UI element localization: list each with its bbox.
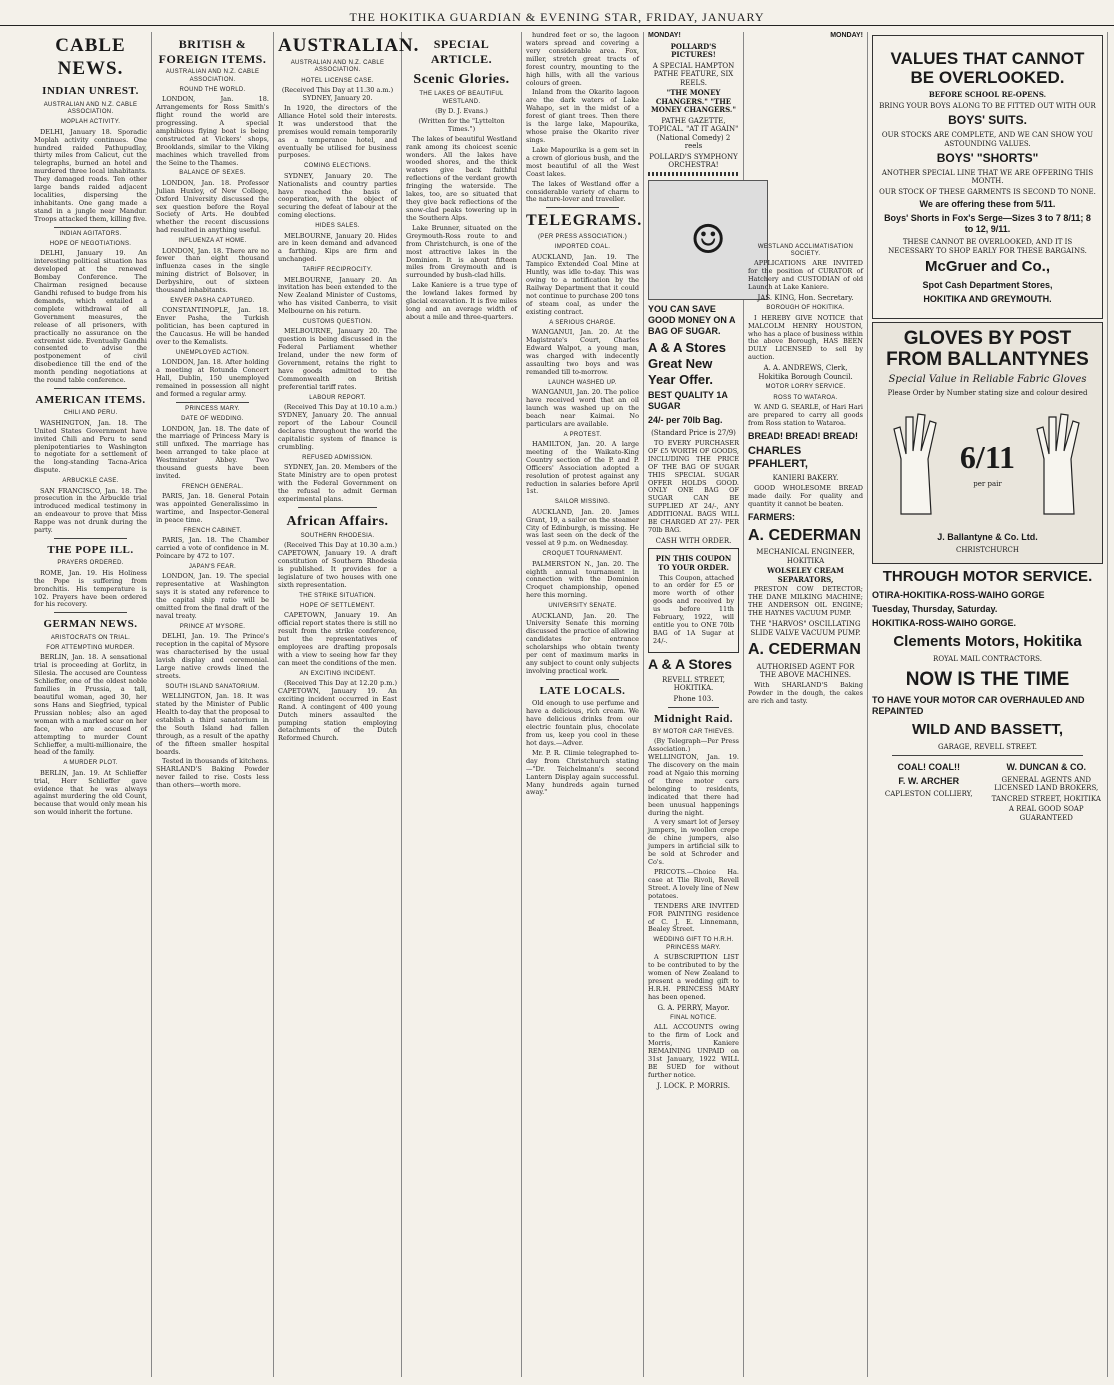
gloves-price: 6/11 <box>959 439 1016 476</box>
arbuckle-text: SAN FRANCISCO, Jan. 18. The prosecution in the Arbuckle trial introduced medical testimony in an endeavour to prove that Miss Rappe was not drunk during the party. <box>34 486 147 535</box>
column-ads-3 <box>868 32 1108 1377</box>
offer-text: TO EVERY PURCHASER OF £5 WORTH OF GOODS, INCLUDING THE PRICE OF THE BAG OF SUGAR THIS SPECIAL SUGAR OFFER HOLDS GOOD. ONLY ONE BAG OF SUGAR CAN BE SUPPLIED AT 24/-, ANY ADDITIONAL BAGS WILL BE CHARGED AT 27/- PER 70lb BAG. <box>648 438 739 535</box>
attempting-heading: FOR ATTEMPTING MURDER. <box>46 645 135 652</box>
plot-text: BERLIN, Jan. 19. At Schlieffer trial, Herr Schlieffer gave evidence that he was always against murdering the old Count, because that would only mean his son would inherit the fortune. <box>34 768 147 817</box>
french-heading: FRENCH GENERAL. <box>181 484 244 491</box>
round-heading: ROUND THE WORLD. <box>179 86 246 93</box>
hokross-line: HOKITIKA-ROSS-WAIHO GORGE. <box>872 617 1016 628</box>
garage-line: GARAGE, REVELL STREET. <box>937 743 1037 752</box>
croquet-text: PALMERSTON N., Jan. 20. The eighth annual tournament in connection with the Dominion Croquet championship, opened here this morning. <box>526 559 639 600</box>
sailor-heading: SAILOR MISSING. <box>554 499 611 506</box>
university-text: AUCKLAND, Jan. 20. The University Senate this morning discussed the practice of allowing candidates for entrance scholarships who obtain twenty per cent of maximum marks in any subject to count only subjects involving practical work. <box>526 611 639 676</box>
overhauled-line: TO HAVE YOUR MOTOR CAR OVERHAULED AND REPAINTED <box>872 694 1085 716</box>
refused-text: SYDNEY, Jan. 20. Members of the State Ministry are to open protest with the Federal Government on the refusal to admit German experimental plans. <box>278 463 397 503</box>
launch-heading: LAUNCH WASHED UP. <box>548 379 617 386</box>
assoc-line: AUSTRALIAN AND N.Z. CABLE ASSOCIATION. <box>165 69 260 83</box>
mcgruer-ad <box>872 35 1103 319</box>
sanatorium-text: WELLINGTON, Jan. 18. It was stated by the Minister of Public Health to-day that the proposal to establish a third sanatorium in the South Island had fallen through, as a result of the apathy of the fifteen smaller hospital boards. <box>156 692 269 756</box>
thieves-heading: BY MOTOR CAR THIEVES. <box>652 728 735 735</box>
divider <box>546 679 619 680</box>
archer-name: F. W. ARCHER <box>898 775 960 786</box>
ballantyne-name: J. Ballantyne & Co. Ltd. <box>937 532 1038 543</box>
save-money: YOU CAN SAVE GOOD MONEY ON A BAG OF SUGAR. <box>648 303 736 336</box>
university-heading: UNIVERSITY SENATE. <box>548 603 617 610</box>
american-heading: AMERICAN ITEMS. <box>35 394 146 407</box>
sizes-line: Boys' Shorts in Fox's Serge—Sizes 3 to 7 8/11; 8 to 12, 9/11. <box>884 213 1091 235</box>
coming-heading: COMING ELECTIONS. <box>303 163 372 170</box>
scenic-text-2: Lake Brunner, situated on the Greymouth-Ross route to and from Christchurch, is one of the most attractive lakes in the Dominion. It is about fifteen miles from Greymouth and is surrounded by bush-clad hills. <box>406 223 517 280</box>
strike-text: CAPETOWN, January 19. An official report states there is still no result from the strike conference, but the representatives of employees are drafting proposals with a view to seeing how far they can meet the conditions of the men. <box>278 611 397 667</box>
late-text: Old enough to use perfume and have a delicious, rich cream. We have delicious drinks from our electric fountain plus, chocolate from us, keep you cool in these hot days.—Adver. <box>526 699 639 747</box>
gloves-sub: Special Value in Reliable Fabric Gloves <box>888 373 1087 385</box>
column-ads-2 <box>744 32 868 1377</box>
sailor-text: AUCKLAND, Jan. 20. James Grant, 19, a sailor on the steamer City of Edinburgh, is missing. He was last seen on the deck of the vessel at 9 p.m. on Wednesday. <box>526 507 639 548</box>
pollard-line-4: POLLARD'S SYMPHONY ORCHESTRA! <box>649 152 738 170</box>
stores-address: REVELL STREET, HOKITIKA. <box>662 675 725 693</box>
wild-bassett: WILD AND BASSETT, <box>911 720 1064 738</box>
days-line: Tuesday, Thursday, Saturday. <box>872 604 998 615</box>
products-text: PRESTON COW DETECTOR; THE DANE MILKING MACHINE; THE ANDERSON OIL ENGINE; THE HAYNES VACUUM PUMP. <box>748 585 863 618</box>
column-british-foreign <box>152 32 274 1377</box>
refused-heading: REFUSED ADMISSION. <box>302 454 373 461</box>
divider <box>54 538 127 539</box>
scenic-cont-3: Lake Mapourika is a gem set in a crown of glorious bush, and the most beautiful of all the West Coast lakes. <box>526 145 639 178</box>
african-heading: African Affairs. <box>286 513 389 529</box>
cable-news-heading: CABLE NEWS. <box>55 35 126 80</box>
column-ads-1 <box>644 32 744 1377</box>
duncan-name: W. DUNCAN & CO. <box>1006 761 1086 772</box>
wedding-text: LONDON, Jan. 18. The date of the marriage of Princess Mary is still unfixed. The marriage has been arranged to take place at Westminster Abbey. Two thousand guests have been invited. <box>156 424 269 481</box>
wataroa-heading: ROSS TO WATAROA. <box>773 394 838 401</box>
tancred: TANCRED STREET, HOKITIKA <box>991 794 1101 803</box>
gloves-price-block <box>960 438 1015 490</box>
spacer <box>748 41 863 241</box>
gloves-heading: GLOVES BY POST FROM BALLANTYNES <box>886 327 1089 370</box>
monday-left: MONDAY! <box>648 32 681 39</box>
divider <box>892 755 1083 756</box>
scenic-text-3: Lake Kaniere is a true type of the lowland lakes formed by glacial excavation. It is five miles long and an average width of about a mile and three-quarters. <box>406 281 517 321</box>
bread-heading: BREAD! BREAD! BREAD! <box>748 430 858 441</box>
assoc-line: AUSTRALIAN AND N.Z. CABLE ASSOCIATION. <box>43 101 138 116</box>
acclim-heading: WESTLAND ACCLIMATISATION SOCIETY. <box>757 243 854 257</box>
bakery-text: GOOD WHOLESOME BREAD made daily. For quality and quantity it cannot be beaten. <box>748 483 863 508</box>
influenza-text: LONDON, Jan. 18. There are no fewer than eight thousand influenza cases in the single mining district of Bolsover, in Derbyshire, out of sixteen thousand inhabitants. <box>156 246 269 295</box>
gloves-order: Please Order by Number stating size and colour desired <box>887 388 1088 397</box>
divider <box>54 388 127 389</box>
pfahlert-name: CHARLES PFAHLERT, <box>748 444 808 471</box>
enver-heading: ENVER PASHA CAPTURED. <box>170 298 255 305</box>
sanatorium-heading: SOUTH ISLAND SANATORIUM. <box>165 683 260 690</box>
coal-heading: COAL! COAL!! <box>897 761 960 772</box>
scenic-cont-2: Inland from the Okarito lagoon are the dark waters of Lake Wahapo, set in the midst of a forest of giant trees. Then there is the large lake, Mapourika, whose praise the Okarito river sings. <box>526 88 639 144</box>
protest-text: HAMILTON, Jan. 20. A large meeting of the Waikato-King Country section of the P. and P. Officers' Association adopted a resolution of protest against any reduction in salaries before April 1st. <box>526 439 639 496</box>
divider <box>546 207 619 208</box>
coupon <box>648 548 739 652</box>
rhodesia-text: (Received This Day at 10.30 a.m.) CAPETOWN, January 19. A draft constitution of Southern Rhodesia is published. It provides for a legislature of two houses with one sixth representation. <box>278 541 397 589</box>
telegrams-heading: TELEGRAMS. <box>526 212 643 230</box>
coupon-heading: PIN THIS COUPON TO YOUR ORDER. <box>655 554 732 573</box>
written-for: (Written for the "Lyttelton Times.") <box>418 116 505 133</box>
agitators-text: DELHI, January 19. An interesting political situation has developed at the renewed Bombay Conference. The Chairman resigned because Gandhi refused to budge from his demands, which entailed a complete withdrawal of all Government measures, the release of all prisoners, with practically no assurance on the extremist side. Eventually Gandhi consented to advise the postponement of civil disobedience till the end of the month pending negotiations at the round table conference. <box>34 249 147 385</box>
cannot-line: THESE CANNOT BE OVERLOOKED, AND IT IS NECESSARY TO SHOP EARLY FOR THESE BARGAINS. <box>888 238 1087 255</box>
pollard-line-2: "THE MONEY CHANGERS." "THE MONEY CHANGERS." <box>650 88 737 115</box>
cash-with-order: CASH WITH ORDER. <box>655 536 732 545</box>
customs-text: MELBOURNE, January 20. The question is being discussed in the Federal Parliament whether Ireland, under the new form of Government, retains the right to have goods admitted to the Commonwealth on British preferential tariff rates. <box>278 327 397 391</box>
column-telegrams <box>522 32 644 1377</box>
offering-line: We are offering these from 5/11. <box>919 199 1056 210</box>
coal-row <box>872 759 1103 825</box>
acclim-text: APPLICATIONS ARE INVITED for the position of CURATOR of Hatchery and CUSTODIAN of old Launch at Lake Kaniere. <box>748 259 863 291</box>
coming-text: SYDNEY, January 20. The Nationalists and country parties have reached the basis of cooperation, with the object of securing the defeat of labour at the coming elections. <box>278 171 397 220</box>
special-heading: SPECIAL ARTICLE. <box>430 37 493 66</box>
settlement-heading: HOPE OF SETTLEMENT. <box>299 602 376 609</box>
towns-line: HOKITIKA AND GREYMOUTH. <box>923 293 1052 304</box>
serious-text: WANGANUI, Jan. 20. At the Magistrate's Court, Charles Edward Walpot, a young man, was charged with indecently assaulting two boys and was remanded till to-morrow. <box>526 328 639 376</box>
imported-heading: IMPORTED COAL. <box>554 244 611 251</box>
unemployed-text: LONDON, Jan. 18. After holding a meeting at Rotunda Concert Hall, Dublin, 150 unemployed remained in possession all night and formed a regular army. <box>156 358 269 399</box>
boys-shorts: BOYS' "SHORTS" <box>936 151 1039 166</box>
gift-sign: G. A. PERRY, Mayor. <box>657 1003 730 1012</box>
german-heading: GERMAN NEWS. <box>43 618 138 631</box>
glove-icon <box>1029 409 1089 519</box>
princess-heading: PRINCESS MARY. <box>185 405 240 412</box>
enver-text: CONSTANTINOPLE, Jan. 18. Enver Pasha, the Turkish politician, has been captured in the Caucasus. He will be handed over to the Kemalists. <box>156 306 269 347</box>
values-heading: VALUES THAT CANNOT BE OVERLOOKED. <box>890 49 1085 87</box>
cartoon-man-image: ☺ <box>648 180 768 300</box>
duncan-ad <box>990 759 1104 825</box>
sugar-title: BEST QUALITY 1A SUGAR <box>648 390 728 412</box>
hope-heading: HOPE OF NEGOTIATIONS. <box>49 241 132 248</box>
tariff-heading: TARIFF RECIPROCITY. <box>302 267 373 274</box>
japan-heading: JAPAN'S FEAR. <box>188 564 237 571</box>
pollard-title: POLLARD'S PICTURES! <box>670 41 717 60</box>
midnight-heading: Midnight Raid. <box>653 712 734 725</box>
final-sign: J. LOCK. P. MORRIS. <box>657 1081 730 1090</box>
mysore-text: DELHI, Jan. 19. The Prince's reception in the capital of Mysore was characterised by the usual lavish display and ceremonial. Large native crowds lined the streets. <box>156 632 269 680</box>
second-to-none: OUR STOCK OF THESE GARMENTS IS SECOND TO NONE. <box>879 187 1096 196</box>
now-heading: NOW IS THE TIME <box>905 668 1070 690</box>
clements-name: Clements Motors, Hokitika <box>893 632 1082 650</box>
rhodesia-heading: SOUTHERN RHODESIA. <box>300 532 375 539</box>
scenic-subtitle: THE LAKES OF BEAUTIFUL WESTLAND. <box>419 91 504 105</box>
glove-icon <box>886 409 946 519</box>
scenic-cont-1: hundred feet or so, the lagoon waters spread and covering a very considerable area. Fox, miller, stretch great tracts of forest country, mounting to the high hills, with all the various colours of green. <box>526 31 639 87</box>
masthead: THE HOKITIKA GUARDIAN & EVENING STAR, FRIDAY, JANUARY <box>0 0 1114 26</box>
late-text-2: Mr. P. R. Climie telegraphed to-day from Christchurch stating—"Dr. Teichelmann's second Lantern Display again successful. Many hundreds again turned away." <box>526 748 639 797</box>
mysore-heading: PRINCE AT MYSORE. <box>179 623 246 630</box>
gift-text: A SUBSCRIPTION LIST to be contributed to by the women of New Zealand to present a wedding gift to H.R.H. PRINCESS MARY has been opened. <box>648 952 739 1001</box>
agitators-heading: INDIAN AGITATORS. <box>59 230 122 237</box>
round-text: LONDON, Jan. 18. Arrangements for Ross Smith's flight round the world are progressing. A special amphibious flying boat is being constructed at Vickers' shops, Brooklands, similar to the Viking machines which travelled from the Seine to the Thames. <box>156 95 269 167</box>
pollard-line-1: A SPECIAL HAMPTON PATHE FEATURE, SIX REELS. <box>652 61 735 87</box>
cabinet-heading: FRENCH CABINET. <box>183 528 242 535</box>
acclim-sign: JAS. KING, Hon. Secretary. <box>757 293 854 302</box>
mcgruer-name: McGruer and Co., <box>924 258 1051 276</box>
croquet-heading: CROQUET TOURNAMENT. <box>542 551 623 558</box>
incident-heading: AN EXCITING INCIDENT. <box>299 670 376 677</box>
gloves-illustration <box>879 399 1096 529</box>
divider <box>668 707 719 708</box>
pope-text: ROME, Jan. 19. His Holiness the Pope is suffering from bronchitis. His temperature is 102. Prayers have been ordered for his recovery. <box>34 568 147 609</box>
hides-heading: HIDES SALES. <box>315 223 360 230</box>
divider <box>54 227 127 228</box>
stores-name: A & A Stores <box>648 655 733 672</box>
chili-heading: CHILI AND PERU. <box>63 410 118 417</box>
bakery-name: KANIERI BAKERY. <box>772 474 839 483</box>
column-special-article <box>402 32 522 1377</box>
cederman-sub: MECHANICAL ENGINEER, HOKITIKA <box>756 548 855 565</box>
boys-suits: BOYS' SUITS. <box>948 113 1027 128</box>
strike-heading: THE STRIKE SITUATION. <box>299 592 376 599</box>
arbuckle-heading: ARBUCKLE CASE. <box>62 478 119 485</box>
tenders-text: TENDERS ARE INVITED FOR PAINTING residence of C. J. E. Linnemann, Bealey Street. <box>648 901 739 934</box>
press-assoc: (PER PRESS ASSOCIATION.) <box>537 233 628 240</box>
sharland-ad: With SHARLAND'S Baking Powder in the dough, the cakes are rich and tasty. <box>748 680 863 705</box>
protest-heading: A PROTEST. <box>563 431 602 438</box>
wolseley-line: WOLSELEY CREAM SEPARATORS, <box>767 566 844 584</box>
final-heading: FINAL NOTICE. <box>670 1015 717 1022</box>
guarantee: A REAL GOOD SOAP GUARANTEED <box>1008 805 1084 822</box>
gift-heading: WEDDING GIFT TO H.R.H. PRINCESS MARY. <box>653 937 734 951</box>
wool-text: A very smart lot of Jersey jumpers, in woollen crepe de chine jumpers, also jumpers in artificial silk to be sold at Schroder and Co's. <box>648 818 739 867</box>
aristocrats-heading: ARISTOCRATS ON TRIAL. <box>50 634 131 641</box>
influenza-heading: INFLUENZA AT HOME. <box>178 238 247 245</box>
incident-text: (Received This Day at 12.20 p.m.) CAPETOWN, January 19. An exciting incident occurred in East Rand. A contingent of 400 young Dutch miners assaulted the pumping station employing detachments of the Dutch Reformed Church. <box>278 678 397 743</box>
capleston: CAPLESTON COLLIERY, <box>884 789 973 798</box>
archer-ad <box>872 759 986 825</box>
dept-line: Spot Cash Department Stores, <box>922 279 1053 290</box>
hotel-heading: HOTEL LICENSE CASE. <box>301 77 374 84</box>
british-heading: BRITISH & FOREIGN ITEMS. <box>158 37 267 66</box>
customs-heading: CUSTOMS QUESTION. <box>302 319 373 326</box>
sugar-price: 24/- per 70lb Bag. <box>648 415 723 426</box>
byline: (By D. J. Evans.) <box>435 106 488 115</box>
column-australian <box>274 32 420 1377</box>
standard-price: (Standard Price is 27/9) <box>651 429 736 438</box>
pricots-text: PRICOTS.—Choice Ha. case at Tlie Rivoli, Revell Street. A lovely line of New potatoes. <box>648 867 739 900</box>
through-motor-heading: THROUGH MOTOR SERVICE. <box>882 567 1093 585</box>
special-line: ANOTHER SPECIAL LINE THAT WE ARE OFFERING THIS MONTH. <box>881 168 1094 186</box>
moplah-heading: MOPLAH ACTIVITY. <box>60 119 121 126</box>
cederman-sub-2: AUTHORISED AGENT FOR THE ABOVE MACHINES. <box>756 662 855 680</box>
monday-right: MONDAY! <box>830 32 863 39</box>
final-text: ALL ACCOUNTS owing to the firm of Lock and Morris, Kaniere REMAINING UNPAID on 31st January, 1922 WILL BE SUED for without further notice. <box>648 1023 739 1079</box>
scenic-cont-4: The lakes of Westland offer a considerable variety of charm to the nature-lover and traveller. <box>526 179 639 204</box>
hotel-dateline: (Received This Day at 11.30 a.m.) SYDNEY, January 20. <box>281 86 394 103</box>
stores-offer: A & A Stores Great New Year Offer. <box>648 339 727 387</box>
stores-phone: Phone 103. <box>673 694 714 703</box>
hotel-text: In 1920, the directors of the Alliance Hotel sold their interests. It was understood that the premises would remain temporarily as a temperance hotel, and eventually be utilised for business purposes. <box>278 103 397 160</box>
pope-heading: THE POPE ILL. <box>47 544 134 557</box>
late-locals-heading: LATE LOCALS. <box>539 684 626 697</box>
borough-text: I HEREBY GIVE NOTICE that MALCOLM HENRY HOUSTON, who has a place of business within the above Borough, HAS BEEN DULY LICENSED to sell by auction. <box>748 313 863 362</box>
duncan-sub: GENERAL AGENTS AND LICENSED LAND BROKERS, <box>994 775 1099 793</box>
japan-text: LONDON, Jan. 19. The special representative at Washington says it is stated any reference to the capital ship ratio will be omitted from the final draft of the naval treaty. <box>156 572 269 621</box>
thieves-text: (By Telegraph—Per Press Association.) WELLINGTON, Jan. 19. The discovery on the main road at Ngaio this morning of three motor cars belonging to residents, indicated that there had been unusual happenings during the night. <box>648 737 739 817</box>
chili-text: WASHINGTON, Jan. 18. The United States Government have invited Chili and Peru to send plenipotentiaries to Washington to negotiate for a settlement of the long-standing Tacna-Arica dispute. <box>34 418 147 475</box>
cederman-name: A. CEDERMAN <box>748 526 861 544</box>
coupon-text: This Coupon, attached to an order for £5 or more worth of other goods and received by us before 11th February, 1922, will entitle you to ONE 70lb BAG of 1A Sugar at 24/-. <box>653 573 734 645</box>
sharland-text: Tested in thousands of kitchens. SHARLAND'S Baking Powder never failed to rise. Costs less than others—worth more. <box>156 757 269 790</box>
column-cable-news <box>30 32 152 1377</box>
farmers-heading: FARMERS: <box>748 511 795 522</box>
unemployed-heading: UNEMPLOYED ACTION. <box>175 350 250 357</box>
labour-heading: LABOUR REPORT. <box>309 394 366 401</box>
balance-heading: BALANCE OF SEXES. <box>179 170 246 177</box>
divider <box>54 612 127 613</box>
gloves-per-pair: per pair <box>973 479 1002 488</box>
divider <box>298 507 377 508</box>
otira-line: OTIRA-HOKITIKA-ROSS-WAIHO GORGE <box>872 590 1045 601</box>
divider <box>648 172 739 176</box>
indian-unrest-heading: INDIAN UNREST. <box>42 85 139 98</box>
cabinet-text: PARIS, Jan. 18. The Chamber carried a vote of confidence in M. Poincare by 472 to 107. <box>156 536 269 561</box>
german-text: BERLIN, Jan. 18. A sensational trial is proceeding at Gorlitz, in Silesia. The accused are Countess Schlieffer, one of the oldest noble families in Prussia, a tall, beautiful woman, aged 30, her sons Hans and Siegfried, typical Prussian nobles; also an aged woman with a marked scar on her face, who are accused of attempting to murder Count Schlieffer, a multi-millionaire, the head of the family. <box>34 653 147 757</box>
french-text: PARIS, Jan. 18. General Potain was appointed Generalissimo in wartime, and Inspector-General in peace time. <box>156 492 269 525</box>
harvos-line: THE "HARVOS" OSCILLATING SLIDE VALVE VACUUM PUMP. <box>750 620 861 637</box>
gloves-ad <box>872 322 1103 564</box>
pollard-header <box>648 32 739 41</box>
prayers-heading: PRAYERS ORDERED. <box>57 560 124 567</box>
launch-text: WANGANUI, Jan. 20. The police have received word that an oil launch was washed up on the beach near Kaimai. No particulars are available. <box>526 388 639 428</box>
divider <box>176 402 249 403</box>
wedding-heading: DATE OF WEDDING. <box>181 416 244 423</box>
lorry-heading: MOTOR LORRY SERVICE. <box>765 384 846 391</box>
christchurch: CHRISTCHURCH <box>955 546 1020 555</box>
plot-heading: A MURDER PLOT. <box>63 760 118 767</box>
pollard-line-3: PATHE GAZETTE, TOPICAL. "AT IT AGAIN" (National Comedy) 2 reels <box>648 116 739 151</box>
cederman-name-2: A. CEDERMAN <box>748 641 861 659</box>
borough-sign: A. A. ANDREWS, Clerk, Hokitika Borough Council. <box>758 364 853 381</box>
hides-text: MELBOURNE, January 20. Hides are in keen demand and advanced a farthing. Kips are firm and unchanged. <box>278 231 397 264</box>
borough-heading: BOROUGH OF HOKITIKA. <box>766 305 845 312</box>
scenic-title: Scenic Glories. <box>413 72 510 88</box>
stocks-line: OUR STOCKS ARE COMPLETE, AND WE CAN SHOW YOU ASTOUNDING VALUES. <box>881 131 1094 148</box>
moplah-text: DELHI, January 18. Sporadic Moplah activity continues. One hundred raided Pathupudlay, thirty miles from Calicut, cut the telegraphs, burned an hotel and murdered three local inhabitants. They damaged roads. Ten other large bands raided adjacent localities, dispersing the inhabitants. One gang made a stand in a jungle near Mandur. Troops attacked them, killing five. <box>34 127 147 223</box>
balance-text: LONDON, Jan. 18. Professor Julian Huxley, of New College, Oxford University discussed the sex question before the Royal Society of Arts. He doubted whether the recent discussions had resulted in anything useful. <box>156 178 269 235</box>
tariff-text: MELBOURNE, January 20. An invitation has been extended to the New Zealand Minister of Customs, who has visited Canberra, to visit Melbourne on his return. <box>278 275 397 316</box>
assoc-line: AUSTRALIAN AND N.Z. CABLE ASSOCIATION. <box>290 60 385 74</box>
lorry-text: W. AND G. SEARLE, of Hari Hari are prepared to carry all goods from Ross station to Wataroa. <box>748 402 863 427</box>
imported-text: AUCKLAND, Jan. 19. The Tampico Extended Coal Mine at Huntly, was idle to-day. This was owing to a notification by the Railway Department that it could not continue to purchase 200 tons of steam coal, as under the existing contract. <box>526 252 640 316</box>
mail-line: ROYAL MAIL CONTRACTORS. <box>933 655 1042 664</box>
australian-heading: AUSTRALIAN. <box>278 35 420 56</box>
before-school: BEFORE SCHOOL RE-OPENS. <box>928 90 1047 100</box>
serious-heading: A SERIOUS CHARGE. <box>549 319 616 326</box>
labour-text: (Received This Day at 10.10 a.m.) SYDNEY, January 20. The annual report of the Labour Council declares throughout the world the capitalistic system of finance is crumbling. <box>278 403 397 451</box>
bring-boys: BRING YOUR BOYS ALONG TO BE FITTED OUT WITH OUR <box>879 101 1096 110</box>
scenic-text-1: The lakes of beautiful Westland rank among its choicest scenic wonders. All the lakes have wooded shores, and the thick waters give back faithful reflections of the verdant growth fringing the waterside. The lakes, too, are so situated that they give back reflections of the snow-clad peaks towering up in the Southern Alps. <box>406 134 517 222</box>
